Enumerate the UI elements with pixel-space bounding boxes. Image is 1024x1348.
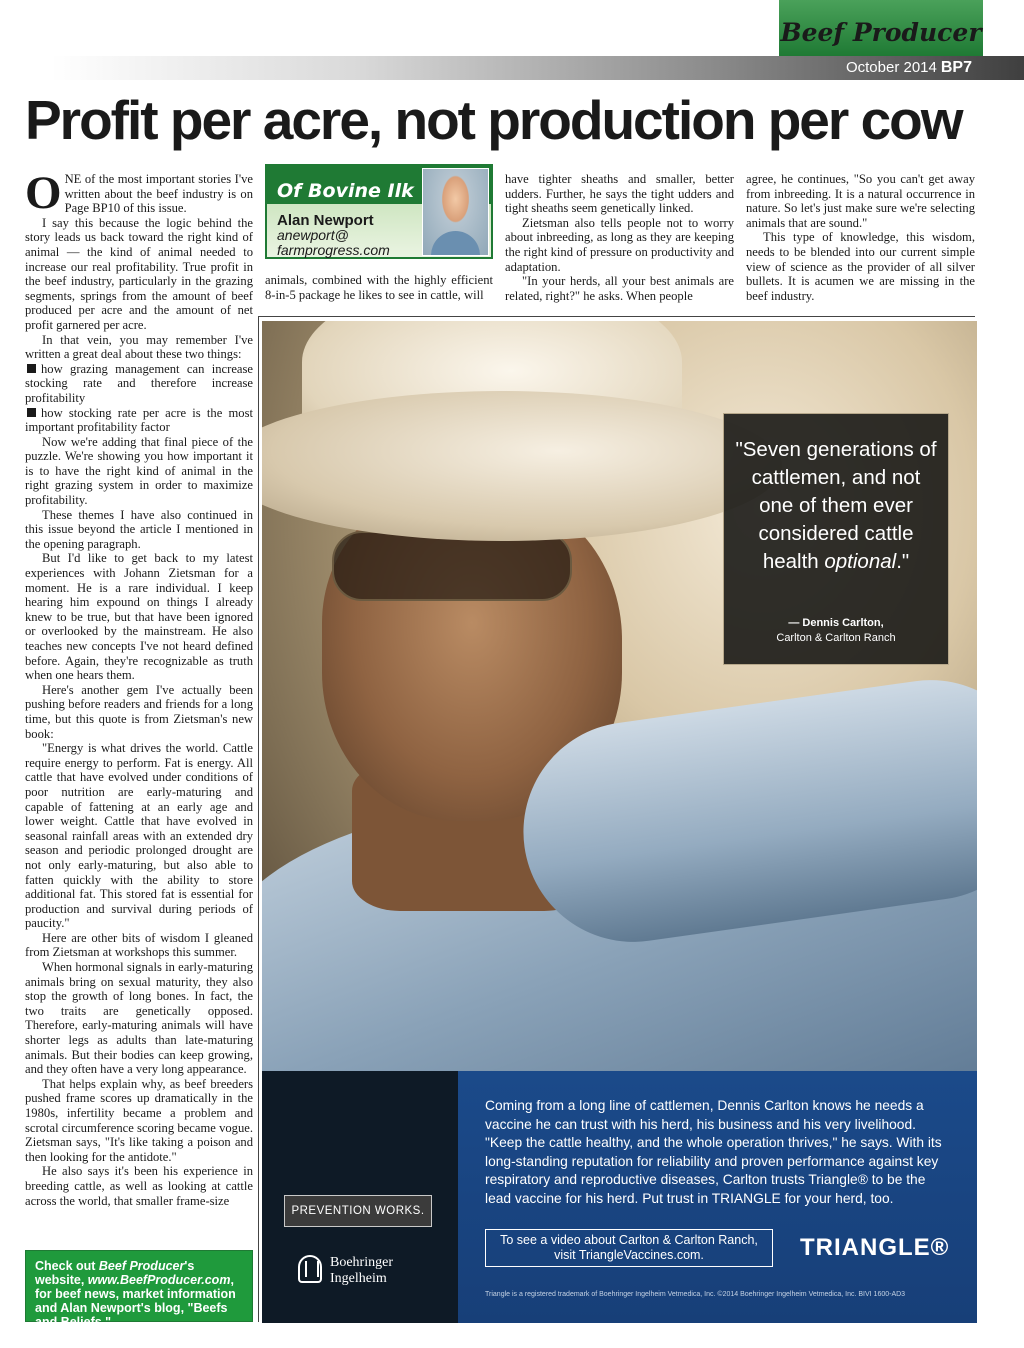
bullet-item [25,406,253,435]
paragraph: When hormonal signals in early-maturing animals bring on sexual maturity, they also stop the growth of long bones. In fact, the two traits are genetically opposed. Therefore, early-maturing animals will have shorter legs as adults than late-maturing animals. But their bodies can keep growing, and they often have a very long appearance. [25,960,253,1077]
paragraph: But I'd like to get back to my latest experiences with Johann Zietsman for a moment. He is a rare individual. I keep hearing him expound on things I already knew to be true, but that have been ignored or overlooked by the mainstream. He also teaches new concepts I've not heard defined before. Again, they're recognizable as truth when one hears them. [25,551,253,683]
video-url[interactable]: visit TriangleVaccines.com. [554,1248,704,1262]
boehringer-logo-icon [298,1255,322,1283]
author-email [277,228,390,258]
email-line: farmprogress.com [277,242,390,258]
column-name: Of Bovine Ilk [277,180,414,202]
rancher-photo [262,321,977,1071]
author-portrait [422,168,489,256]
publication-name: Beef Producer [780,18,982,47]
photo-hat-brim [262,391,782,541]
website-callout [25,1250,253,1329]
testimonial-quote [732,436,940,576]
paragraph: In that vein, you may remember I've written a great deal about these two things: [25,332,253,362]
ad-copy-panel [458,1071,977,1323]
testimonial-quote-box [723,413,949,665]
quote-text: "Seven generations of cattlemen, and not one of them ever considered cattle health [735,438,937,573]
paragraph [25,167,253,219]
bullet-item [25,362,253,406]
paragraph: Now we're adding that final piece of the puzzle. We're showing you how important it is to have the right kind of animal in the right grazing system in order to maximize profitability. [25,434,253,508]
columnist-box [265,164,493,259]
paragraph: I say this because the logic behind the story leads us back toward the right kind of animal — the kind of animal needed to increase our real profitability. True profit in the beef industry, particularly in the grazing segments, springs from the amount of beef produced per acre and the amount of net profit garnered per acre. [25,215,253,332]
sponsor-name [330,1255,393,1287]
quote-emphasis: optional [824,550,897,573]
bullet-square-icon [27,408,36,417]
sponsor-name-line: Boehringer [330,1255,393,1270]
quote-close: ." [896,550,910,573]
date-bar [0,56,1024,80]
callout-text: , for beef news, market information and Alan Newport's blog, "Beefs and Beliefs." [35,1273,236,1329]
paragraph: Here are other bits of wisdom I gleaned from Zietsman at workshops this summer. [25,930,253,960]
paragraph-text: NE of the most important stories I've written about the beef industry is on Page BP10 of this issue. [64,172,253,216]
triangle-vaccine-ad [262,321,977,1323]
callout-publication: Beef Producer [98,1259,185,1273]
bullet-text: how grazing management can increase stocking rate and therefore increase profitability [25,361,253,405]
ad-left-rule [258,316,259,1322]
paragraph: Here's another gem I've actually been pushing before readers and friends for a long time, but this quote is from Zietsman's new book: [25,682,253,741]
article-column-3 [505,172,734,303]
article-column-1 [25,167,253,1208]
paragraph: Zietsman also tells people not to worry about inbreeding, as long as they are keeping the right kind of pressure on productivity and adaptation. [505,215,734,274]
quote-attribution: — Dennis Carlton, [788,617,884,629]
page-number: BP7 [940,59,972,76]
paragraph: "Energy is what drives the world. Cattle require energy to perform. Fat is energy. All cattle that have evolved under conditions of poor nutrition are early-maturing and capable of fattening at an early age and lower weight. Cattle that have evolved in seasonal rainfall areas with an extended dry season and periodic prolonged drought are not only early-maturing, but also able to fatten quickly with the ability to store additional fat. This stored fat is essential for production and survival during periods of paucity." [25,741,253,931]
portrait-shirt [431,231,480,256]
sponsor-name-line: Ingelheim [330,1271,387,1286]
paragraph: animals, combined with the highly efficient 8-in-5 package he likes to see in cattle, will [265,273,493,302]
quote-ranch: Carlton & Carlton Ranch [776,632,896,644]
issue-month: October 2014 [845,59,937,76]
callout-text: Check out [35,1259,99,1273]
paragraph: have tighter sheaths and smaller, better udders. Further, he says the tight udders and tight sheaths seem genetically linked. [505,172,734,216]
callout-url[interactable]: www.BeefProducer.com [87,1273,231,1287]
ad-body-copy: Coming from a long line of cattlemen, Dennis Carlton knows he needs a vaccine he can trust with his herd, his business and his very livelihood. "Keep the cattle healthy, and the whole operation thrives," he says. With its long-standing reputation for reliability and proven performance against key respiratory and reproductive diseases, Carlton trusts Triangle® to be the lead vaccine for his herd. Put trust in TRIANGLE for your herd, too. [485,1098,942,1206]
callout-text: 's website, [35,1259,195,1287]
ad-sponsor-panel [262,1071,458,1323]
photo-sunglasses [332,531,572,601]
article-column-2 [265,273,493,302]
paragraph: That helps explain why, as beef breeders pushed frame scores up dramatically in the 1980s, infertility became a problem and scrotal circumference scoring became vogue. Zietsman says, "It's like taking a poison and then looking for the antidote." [25,1076,253,1164]
article-column-4 [746,172,975,303]
email-line: anewport@ [277,227,349,243]
issue-date [846,59,972,77]
paragraph: This type of knowledge, this wisdom, needs to be blended into our current simple view of science as the provider of all silver bullets. It is acumen we are missing in the beef industry. [746,230,975,303]
video-link-box[interactable] [485,1229,773,1267]
paragraph: He also says it's been his experience in breeding cattle, as well as looking at cattle across the world, that smaller frame-size [25,1164,253,1208]
triangle-product-logo: TRIANGLE® [800,1234,950,1261]
paragraph: "In your herds, all your best animals are related, right?" he asks. When people [505,274,734,303]
ad-fine-print: Triangle is a registered trademark of Boehringer Ingelheim Vetmedica, Inc. ©2014 Boehringer Ingelheim Vetmedica, Inc. BIVI 1600-AD3 [485,1291,906,1298]
bullet-text: how stocking rate per acre is the most important profitability factor [25,405,253,435]
ad-top-rule [258,316,975,317]
drop-cap: O [25,167,62,219]
publication-banner [779,0,983,56]
paragraph: agree, he continues, "So you can't get away from inbreeding. It is a natural occurrence in nature. So let's just make sure we're selecting animals that are sound." [746,172,975,230]
video-line: To see a video about Carlton & Carlton Ranch, [500,1233,758,1247]
author-name: Alan Newport [277,212,374,229]
paragraph: These themes I have also continued in this issue beyond the article I mentioned in the opening paragraph. [25,507,253,551]
bullet-square-icon [27,364,36,373]
article-headline: Profit per acre, not production per cow [25,89,962,151]
ad-tagline: PREVENTION WORKS. [284,1195,432,1227]
